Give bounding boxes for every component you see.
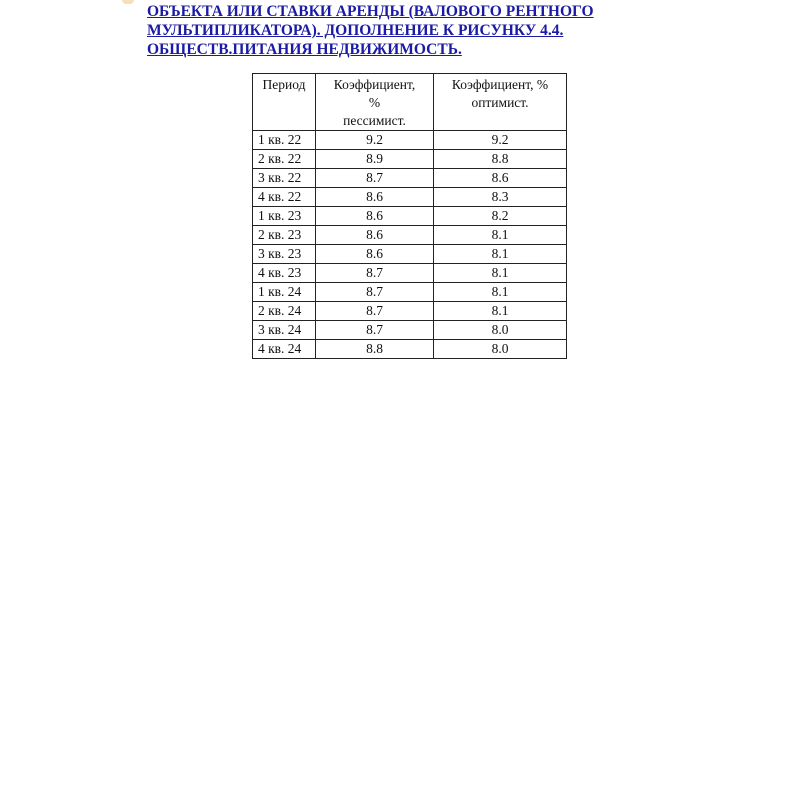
pessimistic-cell: 8.7: [316, 169, 434, 188]
table-row: [253, 283, 567, 302]
header-period: [253, 74, 316, 131]
period-cell: 2 кв. 22: [253, 150, 316, 169]
period-cell: 4 кв. 24: [253, 340, 316, 359]
header-pessimistic-line-1: Коэффициент,: [333, 77, 416, 92]
table-row: [253, 321, 567, 340]
header-period-label: Период: [262, 77, 306, 92]
pessimistic-cell: 8.6: [316, 226, 434, 245]
header-pessimistic-line-2: %: [368, 95, 381, 110]
pessimistic-cell: 8.7: [316, 264, 434, 283]
heading-line-3: ОБЩЕСТВ.ПИТАНИЯ НЕДВИЖИМОСТЬ.: [147, 41, 462, 58]
table-row: [253, 264, 567, 283]
table-row: [253, 340, 567, 359]
table-row: [253, 169, 567, 188]
section-heading[interactable]: [147, 0, 687, 59]
period-cell: 2 кв. 24: [253, 302, 316, 321]
optimistic-cell: 8.1: [434, 226, 567, 245]
optimistic-cell: 8.2: [434, 207, 567, 226]
pessimistic-cell: 8.9: [316, 150, 434, 169]
pessimistic-cell: 8.8: [316, 340, 434, 359]
period-cell: 1 кв. 24: [253, 283, 316, 302]
coefficient-table: [252, 73, 567, 359]
pessimistic-cell: 8.7: [316, 302, 434, 321]
heading-line-2: МУЛЬТИПЛИКАТОРА). ДОПОЛНЕНИЕ К РИСУНКУ 4.4.: [147, 22, 564, 39]
optimistic-cell: 8.0: [434, 321, 567, 340]
table-row: [253, 207, 567, 226]
optimistic-cell: 8.1: [434, 283, 567, 302]
optimistic-cell: 8.6: [434, 169, 567, 188]
pessimistic-cell: 8.7: [316, 321, 434, 340]
header-pessimistic: [316, 74, 434, 131]
page-corner-mark: [122, 0, 134, 4]
period-cell: 1 кв. 22: [253, 131, 316, 150]
period-cell: 4 кв. 23: [253, 264, 316, 283]
period-cell: 3 кв. 22: [253, 169, 316, 188]
heading-line-1: ОБЪЕКТА ИЛИ СТАВКИ АРЕНДЫ (ВАЛОВОГО РЕНТНОГО: [147, 3, 594, 20]
header-optimistic: [434, 74, 567, 131]
period-cell: 3 кв. 23: [253, 245, 316, 264]
period-cell: 4 кв. 22: [253, 188, 316, 207]
period-cell: 1 кв. 23: [253, 207, 316, 226]
pessimistic-cell: 8.7: [316, 283, 434, 302]
table-row: [253, 245, 567, 264]
table-row: [253, 150, 567, 169]
optimistic-cell: 9.2: [434, 131, 567, 150]
optimistic-cell: 8.1: [434, 245, 567, 264]
optimistic-cell: 8.0: [434, 340, 567, 359]
pessimistic-cell: 9.2: [316, 131, 434, 150]
period-cell: 2 кв. 23: [253, 226, 316, 245]
pessimistic-cell: 8.6: [316, 188, 434, 207]
header-optimistic-line-1: Коэффициент, %: [451, 77, 549, 92]
table-row: [253, 302, 567, 321]
optimistic-cell: 8.3: [434, 188, 567, 207]
pessimistic-cell: 8.6: [316, 207, 434, 226]
header-optimistic-line-2: оптимист.: [471, 95, 529, 110]
table-row: [253, 188, 567, 207]
pessimistic-cell: 8.6: [316, 245, 434, 264]
period-cell: 3 кв. 24: [253, 321, 316, 340]
table-header-row: [253, 74, 567, 131]
table-row: [253, 131, 567, 150]
optimistic-cell: 8.8: [434, 150, 567, 169]
optimistic-cell: 8.1: [434, 264, 567, 283]
table-row: [253, 226, 567, 245]
optimistic-cell: 8.1: [434, 302, 567, 321]
header-pessimistic-line-3: пессимист.: [343, 113, 406, 128]
